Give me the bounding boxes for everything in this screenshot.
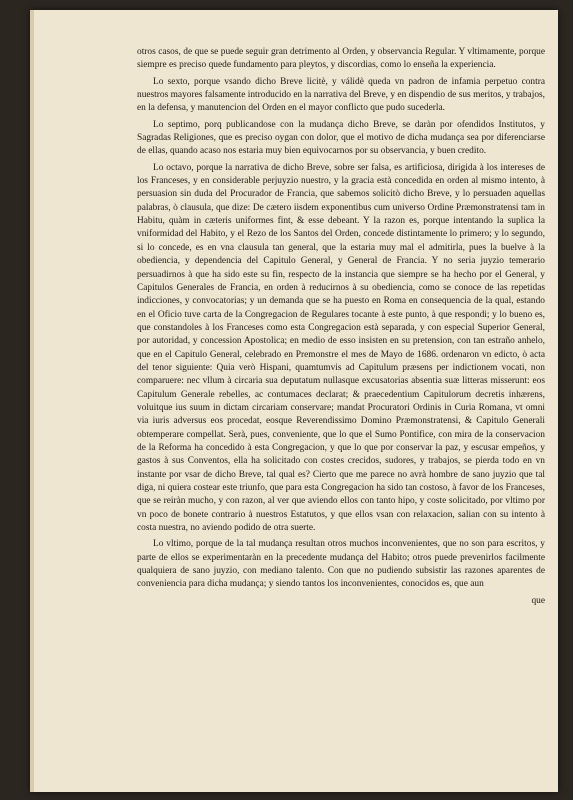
paragraph-2: Lo sexto, porque vsando dicho Breve licitè, y válidè queda vn padron de infamia perpetuo contra nuestros mayores falsamente introducido en la narrativa del Breve, y en dispendio de sus meritos, y trabajos, en la defensa, y manutencion del Orden en el mayor conflicto que pudo sucederla.	[137, 76, 545, 114]
paragraph-5: Lo vltimo, porque de la tal mudança resultan otros muchos inconvenientes, que no son para escritos, y parte de ellos se experimentaràn en la precedente mudança del Habito; otros puede prevenirlos facilmente qualquiera de sano juyzio, con mediano talento. Con que no pudiendo subsistir las razones aparentes de conveniencia para dicha mudança; y siendo tantos los inconvenientes, conocidos es, que aun	[137, 539, 545, 590]
paragraph-1: otros casos, de que se puede seguir gran detrimento al Orden, y observancia Regular. Y vltimamente, porque siempre es preciso quede fundamento para pleytos, y discordias, como lo enseña la experiencia.	[137, 47, 545, 71]
paragraph-4: Lo octavo, porque la narrativa de dicho Breve, sobre ser falsa, es artificiosa, dirigida à los intereses de los Franceses, y en considerable perjuyzio nuestro, y la gracia està concedida en orden al mismo intento, à persuasion sin duda del Procurador de Francia, que sabemos solicitò dicho Breve, y lo persuaden aquellas palabras, ò clausula, que dize: De cætero iisdem exponentibus cum universo Ordine Præmonstratensi tam in Habitu, quàm in cæteris uniformes fint, & esse debeant. Y la razon es, porque intentando la suplica la vniformidad del Habito, y el Rezo de los Santos del Orden, concede distintamente lo primero; y lo segundo, si lo concede, es en vna clausula tan general, que la estaria muy mal el admitirla, pues la buelve à la obediencia, y dependencia del Capitulo General, y General de Francia. Y no seria juyzio temerario persuadirnos à que ha sido este su fin, respecto de la instancia que siempre se ha hecho por el General, y Capitulos Generales de Francia, en orden à reducirnos à su obediencia, como se conoce de las repetidas indicciones, y convocatorias; y un demanda que se ha puesto en Roma en consequencia de la qual, estando en el Oficio tuve carta de la Congregacion de Regulares tocante à este punto, à que respondi; y lo bueno es, que constandoles à los Franceses como esta Congregacion està separada, y con especial Superior General, por autoridad, y concession Apostolica; en medio de esso insisten en su pretension, con tan estraño anhelo, que en el Capitulo General, celebrado en Premonstre el mes de Mayo de 1686. ordenaron vn edicto, ò acta del tenor siguiente: Quia verò Hispani, quamtumvis ad Capitulum præsens per indictionem vocati, non comparuere: nec vllum à circaria sua deputatum nullasque excusatorias absentia suæ litteras misserunt: eos Capitulum Generale rebelles, ac contumaces declarat; & praecedentium Capitulorum decretis inhærens, voluitque ius suum in dictam circariam conservare; mandat Procuratori Ordinis in Curia Romana, vt omni via iuris adversus eos procedat, eosque Reverendissimo Domino Præmonstratensi, & Capitulo Generali obtemperare compellat. Serà, pues, conveniente, que lo que el Sumo Pontifice, con mira de la conservacion de la Reforma ha concedido à esta Congregacion, y que lo que por conservar la paz, y escusar empeños, y gastos à sus Conventos, ella ha solicitado con costes crecidos, sudores, y trabajos, se pierda todo en vn instante por vsar de dicho Breve, tal qual es? Cierto que me parece no avrà hombre de sano juyzio que tal diga, ni quiera costear este triunfo, que para esta Congregacion ha sido tan costoso, à favor de los Franceses, que se reiràn mucho, y con razon, al ver que aviendo ellos con tanto hipo, y coste solicitado, por vltimo por vn poco de bonete contrario à nuestros Estatutos, y que ellos vsan con relaxacion, salian con su intento à costa nuestra, no aviendo podido de otra suerte.	[137, 162, 545, 534]
catchword: que	[531, 595, 545, 606]
body-text	[137, 46, 545, 608]
paragraph-3: Lo septimo, porq publicandose con la mudança dicho Breve, se daràn por ofendidos Institutos, y Sagradas Religiones, que es preciso oygan con dolor, que el motivo de dicha mudança sea por diferenciarse de ellas, quando acaso nos estaria muy bien equivocarnos por su observancia, y buen credito.	[137, 119, 545, 157]
document-page	[30, 10, 558, 792]
page-edge	[30, 10, 34, 792]
